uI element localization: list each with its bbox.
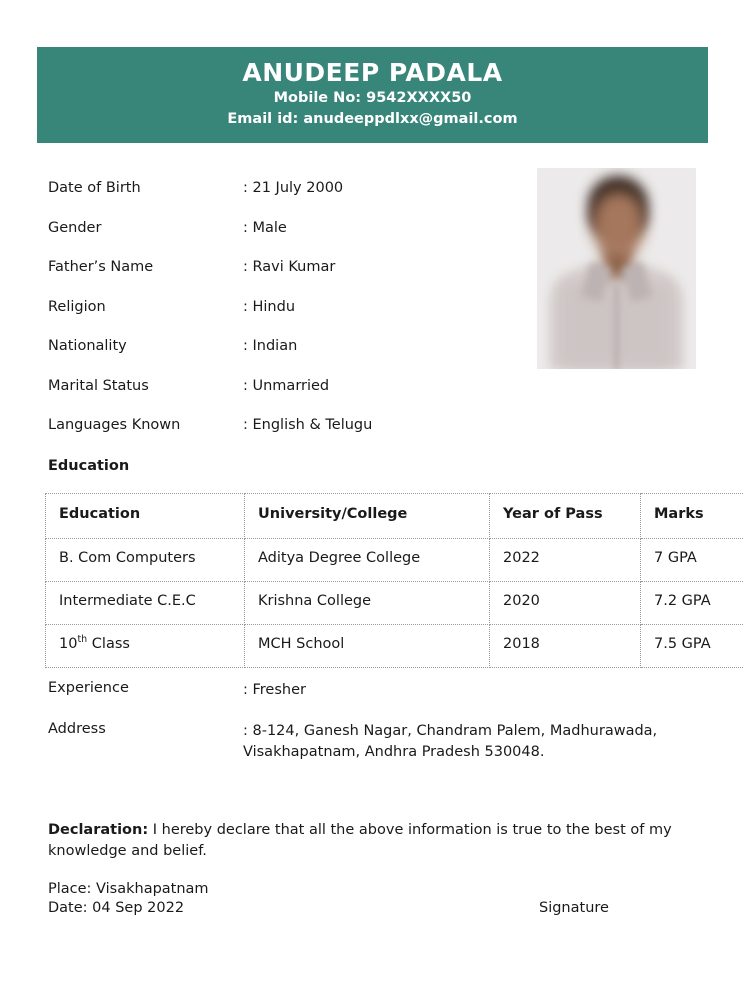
cell-education: Intermediate C.E.C xyxy=(46,582,245,625)
detail-row-fathers-name xyxy=(48,257,518,297)
cell-education-tail: Class xyxy=(87,636,130,652)
cell-university: Aditya Degree College xyxy=(245,539,490,582)
photo-image xyxy=(537,168,696,369)
email-address: Email id: anudeeppdlxx@gmail.com xyxy=(227,111,518,127)
photo-face-shape xyxy=(593,192,644,258)
column-header-year: Year of Pass xyxy=(490,494,641,539)
mobile-number: Mobile No: 9542XXXX50 xyxy=(273,90,472,106)
declaration-text: I hereby declare that all the above information is true to the best of my knowledge and belief. xyxy=(48,822,672,859)
detail-label: Marital Status xyxy=(48,377,149,394)
date-line: Date: 04 Sep 2022 xyxy=(48,900,185,916)
cell-marks: 7 GPA xyxy=(641,539,744,582)
table-row xyxy=(46,539,744,582)
detail-value: : 21 July 2000 xyxy=(243,178,343,198)
experience-row xyxy=(48,680,708,701)
detail-label: Languages Known xyxy=(48,417,181,433)
detail-row-gender xyxy=(48,218,518,258)
education-table xyxy=(45,493,744,668)
footer-block xyxy=(48,880,708,918)
table-row xyxy=(46,625,744,668)
cell-university: MCH School xyxy=(245,625,490,668)
signature-label: Signature xyxy=(539,900,609,916)
candidate-photo xyxy=(537,168,696,369)
declaration-block xyxy=(48,820,678,862)
place-line: Place: Visakhapatnam xyxy=(48,881,209,897)
detail-value: : English & Telugu xyxy=(243,415,372,435)
detail-value: : Indian xyxy=(243,336,297,356)
address-label: Address xyxy=(48,721,106,737)
photo-placket xyxy=(614,285,619,369)
table-row xyxy=(46,582,744,625)
experience-address-block xyxy=(48,680,708,783)
detail-label: Date of Birth xyxy=(48,180,141,196)
table-header-row xyxy=(46,494,744,539)
header-banner xyxy=(37,47,708,143)
detail-row-languages-known xyxy=(48,415,518,455)
detail-row-nationality xyxy=(48,336,518,376)
cell-education: B. Com Computers xyxy=(46,539,245,582)
detail-label: Father’s Name xyxy=(48,259,154,275)
address-row xyxy=(48,721,708,763)
detail-row-religion xyxy=(48,297,518,337)
education-heading: Education xyxy=(48,458,130,474)
address-value: : 8-124, Ganesh Nagar, Chandram Palem, Madhurawada, Visakhapatnam, Andhra Pradesh 530048. xyxy=(243,721,663,763)
cell-education-number: 10 xyxy=(59,636,78,652)
detail-value: : Male xyxy=(243,218,287,238)
cell-year: 2022 xyxy=(490,539,641,582)
experience-value: : Fresher xyxy=(243,680,663,701)
detail-label: Nationality xyxy=(48,338,127,354)
personal-details-list xyxy=(48,178,518,455)
experience-label: Experience xyxy=(48,680,129,696)
candidate-name: ANUDEEP PADALA xyxy=(242,58,503,87)
cell-education-ordinal-suffix: th xyxy=(77,634,88,646)
column-header-education: Education xyxy=(46,494,245,539)
detail-row-marital-status xyxy=(48,376,518,416)
declaration-title: Declaration: xyxy=(48,822,149,838)
detail-value: : Ravi Kumar xyxy=(243,257,335,277)
detail-value: : Hindu xyxy=(243,297,295,317)
cell-year: 2020 xyxy=(490,582,641,625)
detail-label: Gender xyxy=(48,219,102,236)
detail-row-date-of-birth xyxy=(48,178,518,218)
cell-marks: 7.5 GPA xyxy=(641,625,744,668)
detail-value: : Unmarried xyxy=(243,376,329,396)
cell-education xyxy=(46,625,245,668)
column-header-marks: Marks xyxy=(641,494,744,539)
column-header-university: University/College xyxy=(245,494,490,539)
cell-university: Krishna College xyxy=(245,582,490,625)
cell-marks: 7.2 GPA xyxy=(641,582,744,625)
detail-label: Religion xyxy=(48,298,106,315)
cell-year: 2018 xyxy=(490,625,641,668)
